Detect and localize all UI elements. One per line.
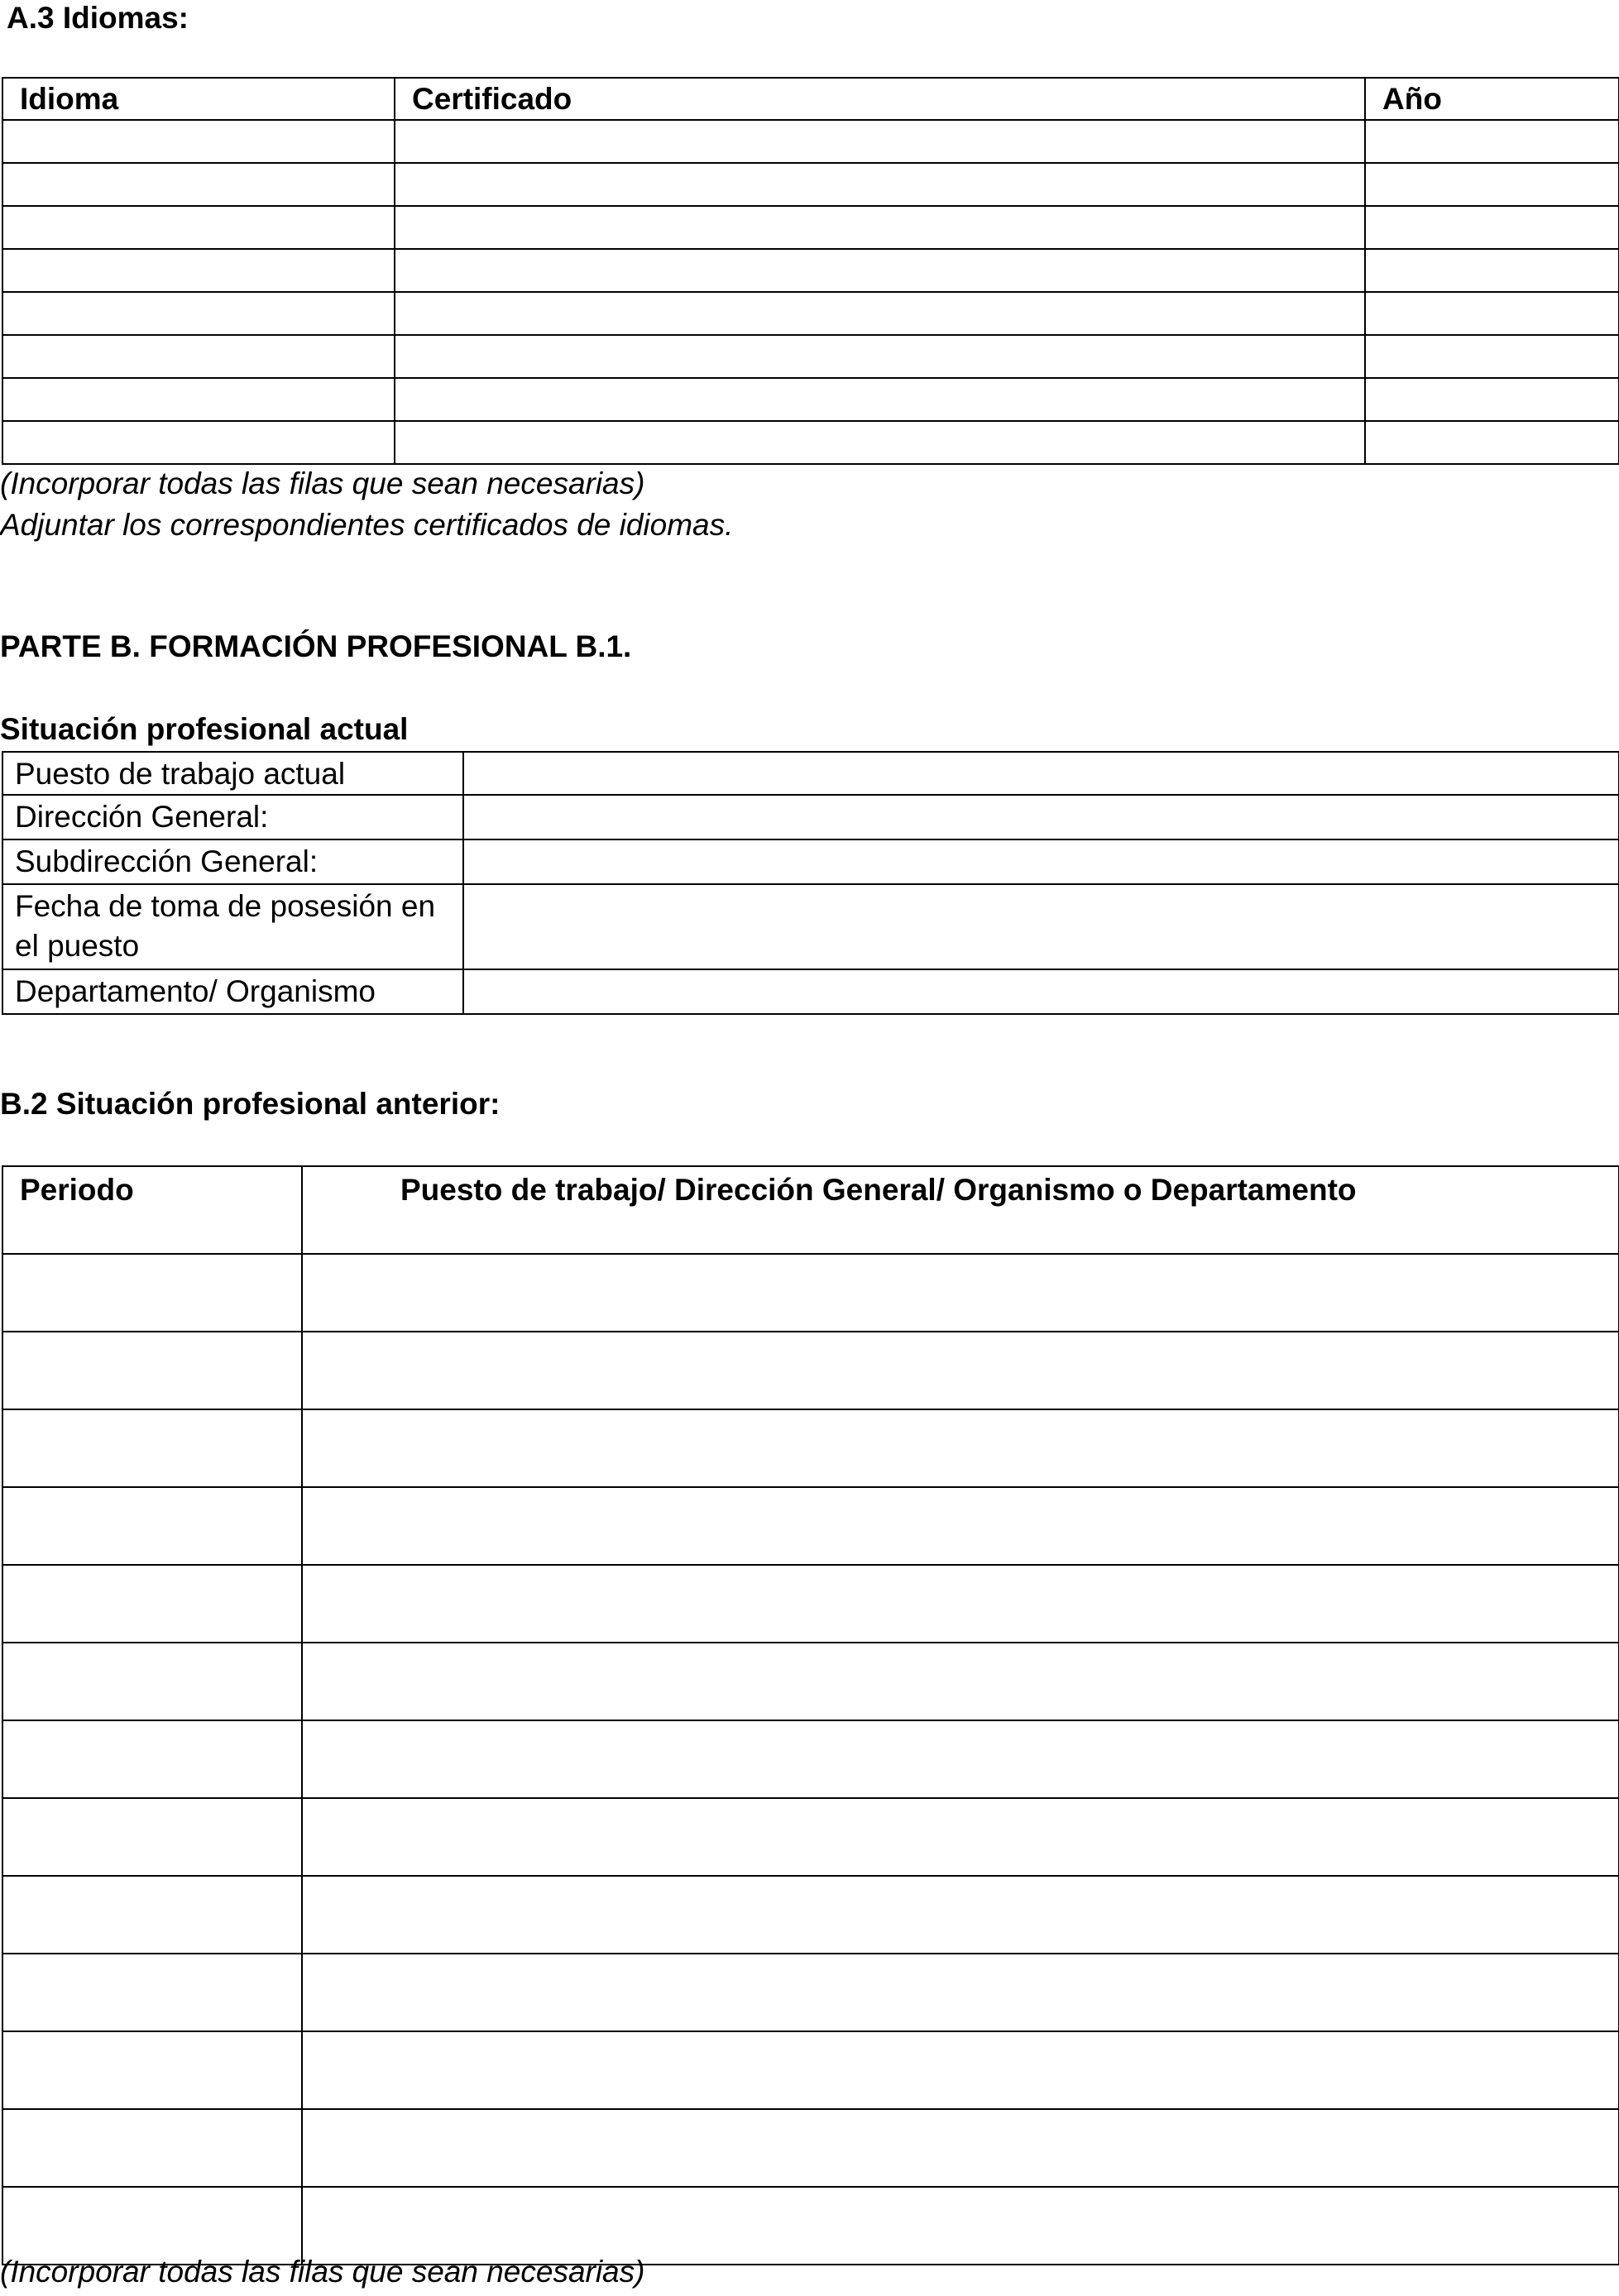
- table-row: [2, 292, 1619, 335]
- value-departamento-organismo[interactable]: [463, 969, 1619, 1014]
- idioma-cell[interactable]: [2, 120, 395, 163]
- idioma-cell[interactable]: [2, 335, 395, 378]
- table-row: [2, 1643, 1619, 1720]
- table-row: [2, 2109, 1619, 2187]
- certificado-cell[interactable]: [395, 249, 1365, 292]
- idioma-cell[interactable]: [2, 421, 395, 464]
- idioma-cell[interactable]: [2, 206, 395, 249]
- idiomas-note-rows: (Incorporar todas las filas que sean necesarias): [0, 466, 645, 500]
- section-a3-title: A.3 Idiomas:: [7, 1, 189, 35]
- table-header-row: [2, 1166, 1619, 1254]
- idioma-cell[interactable]: [2, 163, 395, 206]
- periodo-cell[interactable]: [2, 1876, 302, 1954]
- periodo-cell[interactable]: [2, 2109, 302, 2187]
- table-row: [2, 249, 1619, 292]
- idiomas-table: [2, 77, 1619, 465]
- value-puesto-trabajo-actual[interactable]: [463, 752, 1619, 795]
- puesto-cell[interactable]: [302, 1876, 1619, 1954]
- periodo-cell[interactable]: [2, 1798, 302, 1876]
- idioma-cell[interactable]: [2, 292, 395, 335]
- periodo-cell[interactable]: [2, 1254, 302, 1332]
- table-row: [2, 1720, 1619, 1798]
- table-row: [2, 163, 1619, 206]
- certificado-cell[interactable]: [395, 292, 1365, 335]
- puesto-cell[interactable]: [302, 1565, 1619, 1643]
- table-row: [2, 2031, 1619, 2109]
- periodo-cell[interactable]: [2, 1643, 302, 1720]
- label-subdireccion-general: Subdirección General:: [2, 839, 463, 884]
- table-row: [2, 1409, 1619, 1487]
- table-row: [2, 206, 1619, 249]
- table-row: [2, 120, 1619, 163]
- label-direccion-general: Dirección General:: [2, 795, 463, 839]
- table-row: [2, 1565, 1619, 1643]
- periodo-cell[interactable]: [2, 1332, 302, 1409]
- label-departamento-organismo: Departamento/ Organismo: [2, 969, 463, 1014]
- table-header-row: [2, 78, 1619, 120]
- table-row: [2, 1954, 1619, 2031]
- anterior-note-rows: (Incorporar todas las filas que sean necesarias): [0, 2255, 645, 2289]
- ano-cell[interactable]: [1365, 249, 1619, 292]
- puesto-cell[interactable]: [302, 2109, 1619, 2187]
- certificado-cell[interactable]: [395, 421, 1365, 464]
- column-header-puesto-trabajo: Puesto de trabajo/ Dirección General/ Organismo o Departamento: [302, 1166, 1619, 1254]
- ano-cell[interactable]: [1365, 163, 1619, 206]
- section-b2-title: B.2 Situación profesional anterior:: [0, 1087, 501, 1121]
- label-puesto-trabajo-actual: Puesto de trabajo actual: [2, 752, 463, 795]
- certificado-cell[interactable]: [395, 335, 1365, 378]
- idiomas-note-certificates: Adjuntar los correspondientes certificados de idiomas.: [0, 508, 734, 542]
- table-row: [2, 884, 1619, 969]
- puesto-cell[interactable]: [302, 1254, 1619, 1332]
- table-row: [2, 1332, 1619, 1409]
- table-row: [2, 378, 1619, 421]
- certificado-cell[interactable]: [395, 120, 1365, 163]
- table-row: [2, 752, 1619, 795]
- parte-b-title: PARTE B. FORMACIÓN PROFESIONAL B.1.: [0, 629, 632, 663]
- puesto-cell[interactable]: [302, 2031, 1619, 2109]
- puesto-cell[interactable]: [302, 1720, 1619, 1798]
- periodo-cell[interactable]: [2, 1954, 302, 2031]
- table-row: [2, 335, 1619, 378]
- situacion-actual-table: [2, 751, 1619, 1015]
- situacion-actual-subtitle: Situación profesional actual: [0, 712, 409, 746]
- ano-cell[interactable]: [1365, 206, 1619, 249]
- puesto-cell[interactable]: [302, 1409, 1619, 1487]
- label-fecha-toma-posesion: Fecha de toma de posesión en el puesto: [2, 884, 463, 969]
- puesto-cell[interactable]: [302, 1798, 1619, 1876]
- column-header-ano: Año: [1365, 78, 1619, 120]
- periodo-cell[interactable]: [2, 1565, 302, 1643]
- puesto-cell[interactable]: [302, 1643, 1619, 1720]
- table-row: [2, 969, 1619, 1014]
- table-row: [2, 795, 1619, 839]
- table-row: [2, 839, 1619, 884]
- periodo-cell[interactable]: [2, 1409, 302, 1487]
- certificado-cell[interactable]: [395, 206, 1365, 249]
- puesto-cell[interactable]: [302, 1332, 1619, 1409]
- idioma-cell[interactable]: [2, 378, 395, 421]
- certificado-cell[interactable]: [395, 378, 1365, 421]
- ano-cell[interactable]: [1365, 120, 1619, 163]
- column-header-certificado: Certificado: [395, 78, 1365, 120]
- idioma-cell[interactable]: [2, 249, 395, 292]
- value-fecha-toma-posesion[interactable]: [463, 884, 1619, 969]
- table-row: [2, 1876, 1619, 1954]
- ano-cell[interactable]: [1365, 421, 1619, 464]
- column-header-idioma: Idioma: [2, 78, 395, 120]
- table-row: [2, 421, 1619, 464]
- ano-cell[interactable]: [1365, 335, 1619, 378]
- ano-cell[interactable]: [1365, 378, 1619, 421]
- puesto-cell[interactable]: [302, 1487, 1619, 1565]
- periodo-cell[interactable]: [2, 1720, 302, 1798]
- table-row: [2, 1254, 1619, 1332]
- table-row: [2, 1798, 1619, 1876]
- certificado-cell[interactable]: [395, 163, 1365, 206]
- table-row: [2, 1487, 1619, 1565]
- situacion-anterior-table: [2, 1165, 1619, 2265]
- periodo-cell[interactable]: [2, 2031, 302, 2109]
- value-subdireccion-general[interactable]: [463, 839, 1619, 884]
- value-direccion-general[interactable]: [463, 795, 1619, 839]
- puesto-cell[interactable]: [302, 1954, 1619, 2031]
- periodo-cell[interactable]: [2, 1487, 302, 1565]
- column-header-periodo: Periodo: [2, 1166, 302, 1254]
- ano-cell[interactable]: [1365, 292, 1619, 335]
